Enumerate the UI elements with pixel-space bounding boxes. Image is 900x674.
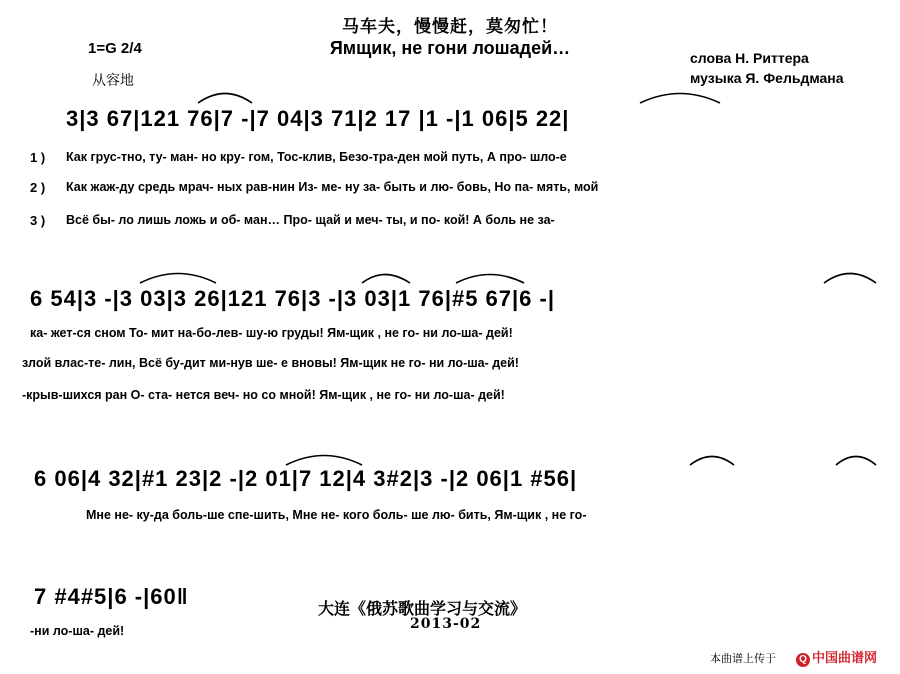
slur-mark (198, 94, 252, 104)
notation-line-3: 6 06|4 32|#1 23|2 -|2 01|7 12|4 3#2|3 -|2 06|1 #56| (34, 466, 578, 491)
slur-mark (836, 457, 876, 466)
lyric-line-2-2: злой влас-те- лин, Всё бу-дит ми-нув ше- е вновы! Ям-щик не го- ни ло-ша- дей! (22, 356, 519, 370)
lyric-line-1-1: Как грус-тно, ту- ман- но кру- гом, Тос-клив, Безо-тра-ден мой путь, А про- шло-е (66, 150, 567, 164)
slur-mark (456, 275, 524, 284)
composer-credit: музыка Я. Фельдмана (690, 70, 844, 86)
lyricist-credit: слова Н. Риттера (690, 50, 809, 66)
title-russian: Ямщик, не гони лошадей… (329, 38, 571, 58)
lyric-line-2-3: -крыв-шихся ран О- ста- нется веч- но со мной! Ям-щик , не го- ни ло-ша- дей! (22, 388, 505, 402)
verse-number-2: 2 ) (30, 180, 46, 195)
title-chinese: 马车夫，慢慢赶，莫匆忙！ (342, 17, 558, 37)
verse-number-3: 3 ) (30, 213, 46, 228)
verse-number-1: 1 ) (30, 150, 46, 165)
source-date: 2013-02 (410, 616, 482, 632)
slur-mark (690, 457, 734, 466)
slur-mark (362, 275, 410, 284)
slur-mark (286, 456, 362, 466)
key-signature: 1=G 2/4 (88, 40, 142, 57)
lyric-line-1-2: Как жаж-ду средь мрач- ных рав-нин Из- ме- ну за- быть и лю- бовь, Но па- мять, мой (66, 180, 599, 194)
notation-line-4: 7 #4#5|6 -|60‖ (34, 584, 189, 609)
slur-mark (640, 94, 720, 104)
slur-mark (140, 274, 216, 284)
tempo-marking: 从容地 (92, 73, 134, 89)
notation-line-2: 6 54|3 -|3 03|3 26|121 76|3 -|3 03|1 76|#5 67|6 -| (30, 286, 556, 311)
slur-mark (824, 274, 876, 284)
source-credit: 大连《俄苏歌曲学习与交流》 (318, 599, 527, 618)
site-logo[interactable] (796, 647, 877, 667)
lyric-line-1-3: Всё бы- ло лишь ложь и об- ман… Про- щай и меч- ты, и по- кой! А боль не за- (66, 213, 555, 227)
logo-badge-icon: Q (796, 653, 810, 667)
notation-line-1: 3|3 67|121 76|7 -|7 04|3 71|2 17 |1 -|1 06|5 22| (66, 106, 570, 131)
upload-note: 本曲谱上传于 (710, 653, 776, 665)
lyric-line-4-1: -ни ло-ша- дей! (30, 624, 125, 638)
lyric-line-2-1: ка- жет-ся сном То- мит на-бо-лев- шу-ю груды! Ям-щик , не го- ни ло-ша- дей! (30, 326, 513, 340)
lyric-line-3-1: Мне не- ку-да боль-ше спе-шить, Мне не- кого боль- ше лю- бить, Ям-щик , не го- (86, 508, 587, 522)
site-logo-text: 中国曲谱网 (812, 650, 878, 665)
